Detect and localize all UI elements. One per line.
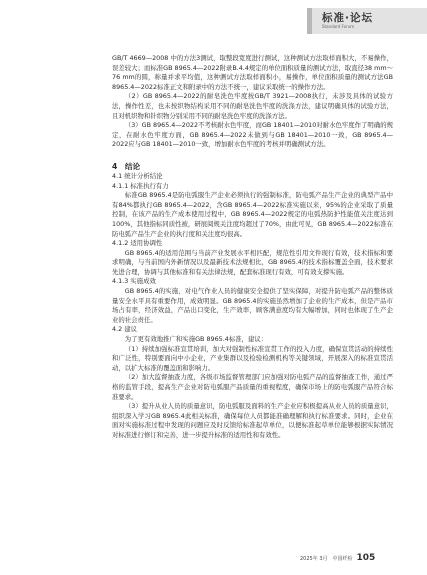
subheading-4-2: 4.2 建议 [112, 325, 137, 334]
subheading-4-1-2: 4.1.2 适用协调性 [112, 239, 163, 248]
paragraph-suggestion-1: （1）持续加强标准宣贯培训，加大对强制性标准宣贯工作的投入力度，确保宣贯活动的持续性和广泛性，特别要面向中小企业，产业集群以及检验检测机构等关键领域，开展深入的标准宣贯活动，以扩大标准的覆盖面和影响力。 [112, 344, 393, 372]
header-stripe [307, 8, 312, 34]
paragraph-item-3: （3）GB 8965.4—2022不考核耐水色牢度，而GB 18401—2010对耐水色牢度作了明确的规定，在耐水色牢度方面，GB 8965.4—2022未做到与GB 18401—2010一致，GB 8965.4—2022应与GB 18401—2010一致，增加耐水色牢度的考核并明确测试方法。 [112, 121, 393, 149]
footer-issue: 2025年 3月 中国纤检 [300, 555, 353, 562]
section-header [307, 8, 427, 34]
paragraph-4-1-2: GB 8965.4的适用范围与当前产业发展水平相匹配，规范性引用文件现行有效，技术指标和要求明确，与当前国内外新情况以及最新技术法规相比，GB 8965.4的技术指标覆盖全面，技术要求先进合理，协调与其他标准和有关法律法规，配套标准现行有效，可有效支撑实施。 [112, 248, 393, 276]
paragraph-4-2-intro: 为了更有效地推广和实施GB 8965.4标准，建议： [124, 335, 268, 344]
subheading-4-1: 4.1 统计分析结论 [112, 171, 163, 180]
subheading-4-1-3: 4.1.3 实施成效 [112, 277, 156, 286]
subheading-4-1-1: 4.1.1 标准执行有力 [112, 181, 169, 190]
header-title: 标准·论坛 [322, 12, 373, 24]
paragraph-suggestion-3: （3）提升从业人员的质量意识，防电弧服及面料的生产企业应积极提高从业人员的质量意识，组织深入学习GB 8965.4此相关标准，确保每位人员都能准确理解和执行标准要求。同时，企业在面对实施标准过程中发现的问题应及时反馈给标准起草单位，以便标准起草单位能够根据实际情况对标准进行修订和完善，进一步提升标准的适用性和有效性。 [112, 402, 393, 439]
paragraph-suggestion-2: （2）加大监督抽查力度，各级市场监督管理部门应加强对防电弧产品的监督抽查工作，通过严格的监管手段，提高生产企业对防电弧服产品质量的重视程度，确保市场上的防电弧服产品符合标准要求。 [112, 373, 393, 401]
article-body [112, 54, 393, 441]
section-heading-conclusion: 4 结论 [112, 161, 141, 171]
page-number: 105 [356, 553, 376, 563]
header-text [322, 12, 373, 30]
page-footer [300, 553, 375, 563]
paragraph-4-1-3: GB 8965.4的实施，对电气作业人员的健康安全提供了坚实保障，对提升防电弧产品的整体质量安全水平具有重要作用，成效明显。GB 8965.4的实施虽然增加了企业的生产成本，但是产品市场占有率，经济效益，产品出口变化，生产效率，顾客满意度均有大幅增加，同时也体现了生产企业的社会责任。 [112, 287, 393, 324]
paragraph-4-1-1: 标准GB 8965.4是防电弧服生产企业必须执行的强制标准，防电弧产品生产企业的典型产品中有84%都执行GB 8965.4—2022，含GB 8965.4—2022标准实施以来，95%的企业采取了质量控制，在该产品的生产成本使用过程中，GB 8965.4—2022规定的电弧热防护性能值关注度达到100%，其他指标同质性被，研展阅规关注度均超过了70%，由此可见，GB 8965.4—2022标准在防电弧产品生产企业的执行度和关注度均很高。 [112, 191, 393, 238]
paragraph-method-note: GB/T 4669—2008 中的方法3测试，取整段宽度进行测试，这种测试方法取样面积大，不易操作，误差较大；而标准GB 8965.4—2022附录B.4.4规定的单位面积质量的测试方法，取直径38 mm～76 mm的圆，称量并求平均值，这种测试方法取样面积小，易操作，单位面积质量的测试方法GB 8965.4—2022标准正文和附录中的方法不统一，建议采取统一的操作方法。 [112, 54, 393, 91]
header-subtitle: Standard Forum [322, 24, 355, 29]
paragraph-item-2: （2）GB 8965.4—2022的耐皂洗色牢度按GB/T 3921—2008执行，未涉及具体的试验方法，操作性差，也未按织物结构采用不同的耐皂洗色牢度的洗涤方法，建议明确具体的试验方法，且对机织物和针织物分别采用不同的耐皂洗色牢度的洗涤方法。 [112, 92, 393, 120]
